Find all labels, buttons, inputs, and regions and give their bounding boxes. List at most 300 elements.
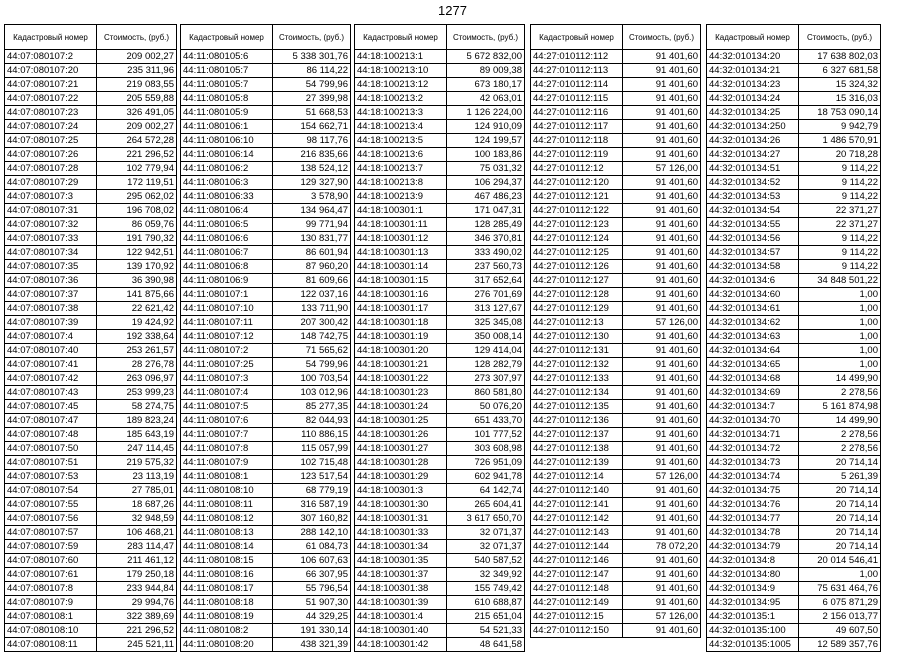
cost-cell: 14 499,90 xyxy=(799,372,881,386)
cost-cell: 100 703,54 xyxy=(273,372,351,386)
cadastral-number-cell: 44:11:080107:4 xyxy=(181,386,273,400)
cadastral-number-cell: 44:27:010112:14 xyxy=(531,470,623,484)
cost-cell: 211 461,12 xyxy=(97,554,177,568)
cadastral-number-cell: 44:18:100301:12 xyxy=(355,232,447,246)
table-row xyxy=(355,246,525,260)
cost-cell: 68 779,19 xyxy=(273,484,351,498)
cadastral-number-cell: 44:32:010134:73 xyxy=(707,456,799,470)
cost-cell: 91 401,60 xyxy=(623,400,701,414)
cadastral-number-cell: 44:27:010112:132 xyxy=(531,358,623,372)
cadastral-number-cell: 44:32:010134:80 xyxy=(707,568,799,582)
table-row xyxy=(181,596,351,610)
cadastral-number-cell: 44:07:080107:29 xyxy=(5,176,97,190)
cadastral-number-cell: 44:27:010112:143 xyxy=(531,526,623,540)
table-row xyxy=(355,232,525,246)
cadastral-number-cell: 44:18:100301:26 xyxy=(355,428,447,442)
cadastral-number-cell: 44:32:010134:68 xyxy=(707,372,799,386)
cadastral-number-cell: 44:07:080107:8 xyxy=(5,582,97,596)
cost-cell: 295 062,02 xyxy=(97,190,177,204)
cost-cell: 122 942,51 xyxy=(97,246,177,260)
cost-cell: 106 607,63 xyxy=(273,554,351,568)
cadastral-number-cell: 44:27:010112:144 xyxy=(531,540,623,554)
cost-cell: 91 401,60 xyxy=(623,232,701,246)
cost-cell: 316 587,19 xyxy=(273,498,351,512)
cadastral-number-cell: 44:11:080106:33 xyxy=(181,190,273,204)
table-row xyxy=(707,92,881,106)
table-column-5 xyxy=(706,24,881,652)
table-row xyxy=(355,148,525,162)
cost-cell: 303 608,98 xyxy=(447,442,525,456)
cost-cell: 350 008,14 xyxy=(447,330,525,344)
cadastral-number-cell: 44:11:080108:19 xyxy=(181,610,273,624)
cadastral-number-cell: 44:11:080106:1 xyxy=(181,120,273,134)
table-row xyxy=(355,64,525,78)
cost-cell: 221 296,52 xyxy=(97,148,177,162)
cost-cell: 123 517,54 xyxy=(273,470,351,484)
cadastral-number-cell: 44:11:080108:1 xyxy=(181,470,273,484)
table-row xyxy=(5,190,177,204)
cost-cell: 91 401,60 xyxy=(623,526,701,540)
cadastral-number-cell: 44:18:100301:38 xyxy=(355,582,447,596)
cost-cell: 20 714,14 xyxy=(799,540,881,554)
cadastral-number-cell: 44:07:080107:50 xyxy=(5,442,97,456)
table-row xyxy=(181,218,351,232)
table-row xyxy=(181,344,351,358)
table-row xyxy=(707,190,881,204)
table-column-2 xyxy=(180,24,351,652)
cadastral-number-cell: 44:11:080105:6 xyxy=(181,50,273,64)
cadastral-number-cell: 44:27:010112:139 xyxy=(531,456,623,470)
cost-cell: 673 180,17 xyxy=(447,78,525,92)
table-row xyxy=(531,526,701,540)
cadastral-number-cell: 44:11:080107:2 xyxy=(181,344,273,358)
cost-cell: 1,00 xyxy=(799,288,881,302)
table-row xyxy=(707,330,881,344)
table-row xyxy=(531,498,701,512)
cadastral-number-cell: 44:07:080108:1 xyxy=(5,610,97,624)
cost-cell: 3 578,90 xyxy=(273,190,351,204)
cadastral-number-cell: 44:11:080107:12 xyxy=(181,330,273,344)
cadastral-number-cell: 44:07:080107:9 xyxy=(5,596,97,610)
table-row xyxy=(181,330,351,344)
cadastral-number-cell: 44:11:080106:4 xyxy=(181,204,273,218)
cadastral-number-cell: 44:18:100301:1 xyxy=(355,204,447,218)
cadastral-number-cell: 44:32:010134:63 xyxy=(707,330,799,344)
table-row xyxy=(355,92,525,106)
table-header-row xyxy=(707,25,881,50)
cadastral-number-cell: 44:18:100301:39 xyxy=(355,596,447,610)
cadastral-number-cell: 44:11:080106:14 xyxy=(181,148,273,162)
cost-cell: 9 114,22 xyxy=(799,260,881,274)
cadastral-number-cell: 44:07:080107:43 xyxy=(5,386,97,400)
cost-cell: 86 059,76 xyxy=(97,218,177,232)
cadastral-number-cell: 44:07:080107:4 xyxy=(5,330,97,344)
table-row xyxy=(5,498,177,512)
cadastral-number-cell: 44:27:010112:140 xyxy=(531,484,623,498)
table-row xyxy=(355,540,525,554)
cadastral-number-cell: 44:32:010134:74 xyxy=(707,470,799,484)
cost-cell: 651 433,70 xyxy=(447,414,525,428)
table-row xyxy=(531,456,701,470)
table-row xyxy=(355,288,525,302)
cost-cell: 235 311,96 xyxy=(97,64,177,78)
cadastral-number-cell: 44:27:010112:15 xyxy=(531,610,623,624)
cadastral-number-cell: 44:11:080107:3 xyxy=(181,372,273,386)
table-row xyxy=(531,358,701,372)
cost-cell: 129 327,90 xyxy=(273,176,351,190)
header-cadastral-number: Кадастровый номер xyxy=(707,25,799,50)
cost-cell: 91 401,60 xyxy=(623,176,701,190)
table-row xyxy=(355,442,525,456)
cadastral-number-cell: 44:18:100213:9 xyxy=(355,190,447,204)
table-row xyxy=(531,582,701,596)
table-row xyxy=(5,50,177,64)
cost-cell: 209 002,27 xyxy=(97,50,177,64)
cost-cell: 196 708,02 xyxy=(97,204,177,218)
cadastral-number-cell: 44:27:010112:134 xyxy=(531,386,623,400)
table-row xyxy=(531,442,701,456)
cost-cell: 91 401,60 xyxy=(623,582,701,596)
table-row xyxy=(181,456,351,470)
cadastral-number-cell: 44:07:080107:59 xyxy=(5,540,97,554)
cost-cell: 5 261,39 xyxy=(799,470,881,484)
cost-cell: 81 609,66 xyxy=(273,274,351,288)
table-row xyxy=(355,386,525,400)
table-row xyxy=(5,302,177,316)
table-row xyxy=(5,470,177,484)
table-row xyxy=(707,568,881,582)
cost-cell: 602 941,78 xyxy=(447,470,525,484)
cost-cell: 115 057,99 xyxy=(273,442,351,456)
cost-cell: 860 581,80 xyxy=(447,386,525,400)
table-row xyxy=(355,120,525,134)
cadastral-number-cell: 44:07:080107:48 xyxy=(5,428,97,442)
cost-cell: 15 316,03 xyxy=(799,92,881,106)
cadastral-number-cell: 44:11:080108:13 xyxy=(181,526,273,540)
table-row xyxy=(355,302,525,316)
cost-cell: 91 401,60 xyxy=(623,260,701,274)
cadastral-number-cell: 44:18:100301:37 xyxy=(355,568,447,582)
cadastral-number-cell: 44:32:010134:65 xyxy=(707,358,799,372)
cost-cell: 154 662,71 xyxy=(273,120,351,134)
table-row xyxy=(707,204,881,218)
cost-cell: 134 964,47 xyxy=(273,204,351,218)
cost-cell: 91 401,60 xyxy=(623,106,701,120)
header-cost: Стоимость, (руб.) xyxy=(273,25,351,50)
table-row xyxy=(531,400,701,414)
page-number: 1277 xyxy=(438,3,467,18)
table-row xyxy=(707,344,881,358)
cadastral-number-cell: 44:07:080107:41 xyxy=(5,358,97,372)
cadastral-number-cell: 44:32:010134:20 xyxy=(707,50,799,64)
cadastral-number-cell: 44:27:010112:13 xyxy=(531,316,623,330)
table-row xyxy=(181,232,351,246)
cost-cell: 171 047,31 xyxy=(447,204,525,218)
cadastral-number-cell: 44:07:080107:31 xyxy=(5,204,97,218)
cadastral-number-cell: 44:32:010134:95 xyxy=(707,596,799,610)
table-row xyxy=(531,162,701,176)
cost-cell: 15 324,32 xyxy=(799,78,881,92)
table-row xyxy=(707,428,881,442)
cost-cell: 91 401,60 xyxy=(623,484,701,498)
table-row xyxy=(181,526,351,540)
cost-cell: 726 951,09 xyxy=(447,456,525,470)
table-row xyxy=(707,50,881,64)
cost-cell: 20 714,14 xyxy=(799,456,881,470)
cost-cell: 91 401,60 xyxy=(623,554,701,568)
cadastral-number-cell: 44:27:010112:128 xyxy=(531,288,623,302)
cadastral-number-cell: 44:32:010134:51 xyxy=(707,162,799,176)
cadastral-number-cell: 44:32:010134:57 xyxy=(707,246,799,260)
cost-cell: 86 601,94 xyxy=(273,246,351,260)
cost-cell: 1 486 570,91 xyxy=(799,134,881,148)
cost-cell: 317 652,64 xyxy=(447,274,525,288)
table-row xyxy=(355,596,525,610)
table-row xyxy=(707,624,881,638)
table-row xyxy=(5,596,177,610)
cost-cell: 128 282,79 xyxy=(447,358,525,372)
cost-cell: 129 414,04 xyxy=(447,344,525,358)
cadastral-number-cell: 44:27:010112:135 xyxy=(531,400,623,414)
table-row xyxy=(181,120,351,134)
table-row xyxy=(181,568,351,582)
table-row xyxy=(355,204,525,218)
cost-cell: 253 999,23 xyxy=(97,386,177,400)
cost-cell: 89 009,38 xyxy=(447,64,525,78)
cost-cell: 9 942,79 xyxy=(799,120,881,134)
cost-cell: 106 468,21 xyxy=(97,526,177,540)
table-row xyxy=(355,568,525,582)
cost-cell: 36 390,98 xyxy=(97,274,177,288)
table-row xyxy=(181,512,351,526)
cadastral-number-cell: 44:32:010134:61 xyxy=(707,302,799,316)
cadastral-number-cell: 44:11:080106:5 xyxy=(181,218,273,232)
cadastral-number-cell: 44:27:010112:118 xyxy=(531,134,623,148)
table-row xyxy=(707,78,881,92)
cost-cell: 1,00 xyxy=(799,344,881,358)
cost-cell: 1,00 xyxy=(799,568,881,582)
table-row xyxy=(707,274,881,288)
cadastral-number-cell: 44:32:010134:54 xyxy=(707,204,799,218)
cost-cell: 27 399,98 xyxy=(273,92,351,106)
table-row xyxy=(5,218,177,232)
table-row xyxy=(531,190,701,204)
cost-cell: 32 071,37 xyxy=(447,526,525,540)
cost-cell: 610 688,87 xyxy=(447,596,525,610)
cadastral-number-cell: 44:27:010112:131 xyxy=(531,344,623,358)
table-column-4 xyxy=(530,24,701,638)
cost-cell: 219 575,32 xyxy=(97,456,177,470)
cadastral-number-cell: 44:27:010112:123 xyxy=(531,218,623,232)
cadastral-number-cell: 44:18:100301:40 xyxy=(355,624,447,638)
cadastral-number-cell: 44:07:080107:60 xyxy=(5,554,97,568)
cost-cell: 2 278,56 xyxy=(799,428,881,442)
cadastral-number-cell: 44:07:080108:10 xyxy=(5,624,97,638)
table-row xyxy=(531,624,701,638)
cost-cell: 82 044,93 xyxy=(273,414,351,428)
cost-cell: 91 401,60 xyxy=(623,386,701,400)
cost-cell: 49 607,50 xyxy=(799,624,881,638)
cost-cell: 91 401,60 xyxy=(623,190,701,204)
table-row xyxy=(707,358,881,372)
cadastral-number-cell: 44:27:010112:126 xyxy=(531,260,623,274)
table-row xyxy=(181,358,351,372)
table-row xyxy=(355,78,525,92)
cost-cell: 54 521,33 xyxy=(447,624,525,638)
cadastral-number-cell: 44:32:010134:7 xyxy=(707,400,799,414)
table-row xyxy=(707,162,881,176)
cadastral-number-cell: 44:07:080107:45 xyxy=(5,400,97,414)
table-row xyxy=(355,50,525,64)
cadastral-number-cell: 44:27:010112:146 xyxy=(531,554,623,568)
cadastral-number-cell: 44:32:010134:56 xyxy=(707,232,799,246)
cost-cell: 57 126,00 xyxy=(623,162,701,176)
cadastral-number-cell: 44:11:080106:2 xyxy=(181,162,273,176)
cadastral-number-cell: 44:11:080108:2 xyxy=(181,624,273,638)
cadastral-number-cell: 44:32:010134:26 xyxy=(707,134,799,148)
cadastral-number-cell: 44:32:010134:72 xyxy=(707,442,799,456)
cost-cell: 34 848 501,22 xyxy=(799,274,881,288)
table-row xyxy=(355,582,525,596)
cost-cell: 106 294,37 xyxy=(447,176,525,190)
cadastral-number-cell: 44:07:080107:3 xyxy=(5,190,97,204)
cadastral-number-cell: 44:18:100213:3 xyxy=(355,106,447,120)
cadastral-number-cell: 44:27:010112:113 xyxy=(531,64,623,78)
cost-cell: 179 250,18 xyxy=(97,568,177,582)
cost-cell: 2 278,56 xyxy=(799,386,881,400)
table-row xyxy=(707,540,881,554)
cost-cell: 325 345,08 xyxy=(447,316,525,330)
cost-cell: 99 771,94 xyxy=(273,218,351,232)
table-row xyxy=(5,134,177,148)
cost-cell: 221 296,52 xyxy=(97,624,177,638)
cadastral-number-cell: 44:07:080107:47 xyxy=(5,414,97,428)
table-row xyxy=(707,134,881,148)
table-row xyxy=(355,428,525,442)
table-row xyxy=(531,288,701,302)
cost-cell: 155 749,42 xyxy=(447,582,525,596)
table-row xyxy=(707,512,881,526)
cadastral-number-cell: 44:07:080107:55 xyxy=(5,498,97,512)
table-column-3 xyxy=(354,24,525,652)
cost-cell: 64 142,74 xyxy=(447,484,525,498)
cost-cell: 216 835,66 xyxy=(273,148,351,162)
cadastral-number-cell: 44:32:010134:64 xyxy=(707,344,799,358)
cost-cell: 91 401,60 xyxy=(623,358,701,372)
table-row xyxy=(531,414,701,428)
table-row xyxy=(181,414,351,428)
cost-cell: 209 002,27 xyxy=(97,120,177,134)
table-row xyxy=(707,610,881,624)
cost-cell: 61 084,73 xyxy=(273,540,351,554)
table-row xyxy=(355,498,525,512)
cadastral-number-cell: 44:27:010112:130 xyxy=(531,330,623,344)
cadastral-number-cell: 44:18:100213:4 xyxy=(355,120,447,134)
cost-cell: 58 274,75 xyxy=(97,400,177,414)
cost-cell: 32 349,92 xyxy=(447,568,525,582)
table-row xyxy=(531,344,701,358)
table-row xyxy=(355,190,525,204)
cost-cell: 133 711,90 xyxy=(273,302,351,316)
cadastral-number-cell: 44:18:100213:10 xyxy=(355,64,447,78)
cadastral-number-cell: 44:07:080107:40 xyxy=(5,344,97,358)
cadastral-number-cell: 44:07:080107:54 xyxy=(5,484,97,498)
cost-cell: 307 160,82 xyxy=(273,512,351,526)
cadastral-number-cell: 44:11:080105:7 xyxy=(181,64,273,78)
cost-cell: 57 126,00 xyxy=(623,316,701,330)
cost-cell: 128 285,49 xyxy=(447,218,525,232)
cost-cell: 5 161 874,98 xyxy=(799,400,881,414)
cadastral-number-cell: 44:18:100213:1 xyxy=(355,50,447,64)
table-row xyxy=(531,260,701,274)
cadastral-number-cell: 44:27:010112:136 xyxy=(531,414,623,428)
table-row xyxy=(531,610,701,624)
table-row xyxy=(181,400,351,414)
cost-cell: 86 114,22 xyxy=(273,64,351,78)
cadastral-number-cell: 44:07:080107:2 xyxy=(5,50,97,64)
cost-cell: 313 127,67 xyxy=(447,302,525,316)
cadastral-number-cell: 44:11:080105:9 xyxy=(181,106,273,120)
table-row xyxy=(355,218,525,232)
cadastral-number-cell: 44:27:010112:127 xyxy=(531,274,623,288)
cadastral-number-cell: 44:18:100213:2 xyxy=(355,92,447,106)
cost-cell: 19 424,92 xyxy=(97,316,177,330)
cost-cell: 233 944,84 xyxy=(97,582,177,596)
table-row xyxy=(5,274,177,288)
table-row xyxy=(181,176,351,190)
table-row xyxy=(531,316,701,330)
table-row xyxy=(355,134,525,148)
cost-cell: 346 370,81 xyxy=(447,232,525,246)
cost-cell: 78 072,20 xyxy=(623,540,701,554)
cost-cell: 22 621,42 xyxy=(97,302,177,316)
table-row xyxy=(355,330,525,344)
table-row xyxy=(181,64,351,78)
cadastral-number-cell: 44:32:010134:24 xyxy=(707,92,799,106)
table-row xyxy=(707,316,881,330)
cadastral-number-cell: 44:32:010134:79 xyxy=(707,540,799,554)
cadastral-number-cell: 44:11:080108:18 xyxy=(181,596,273,610)
cadastral-number-cell: 44:18:100301:27 xyxy=(355,442,447,456)
cadastral-number-cell: 44:32:010134:55 xyxy=(707,218,799,232)
cadastral-number-cell: 44:18:100301:3 xyxy=(355,484,447,498)
cost-cell: 50 076,20 xyxy=(447,400,525,414)
table-row xyxy=(707,64,881,78)
cost-cell: 253 261,57 xyxy=(97,344,177,358)
cost-cell: 288 142,10 xyxy=(273,526,351,540)
table-row xyxy=(5,386,177,400)
table-row xyxy=(181,162,351,176)
cost-cell: 57 126,00 xyxy=(623,470,701,484)
cadastral-number-cell: 44:32:010134:6 xyxy=(707,274,799,288)
table-row xyxy=(5,414,177,428)
table-row xyxy=(5,316,177,330)
cost-cell: 124 199,57 xyxy=(447,134,525,148)
table-row xyxy=(181,316,351,330)
cadastral-number-cell: 44:07:080107:33 xyxy=(5,232,97,246)
table-row xyxy=(355,526,525,540)
table-row xyxy=(707,302,881,316)
table-row xyxy=(355,162,525,176)
cadastral-number-cell: 44:18:100301:35 xyxy=(355,554,447,568)
cadastral-number-cell: 44:11:080108:14 xyxy=(181,540,273,554)
table-row xyxy=(5,358,177,372)
cost-cell: 3 617 650,70 xyxy=(447,512,525,526)
cost-cell: 141 875,66 xyxy=(97,288,177,302)
table-row xyxy=(355,554,525,568)
table-row xyxy=(531,568,701,582)
table-row xyxy=(5,330,177,344)
